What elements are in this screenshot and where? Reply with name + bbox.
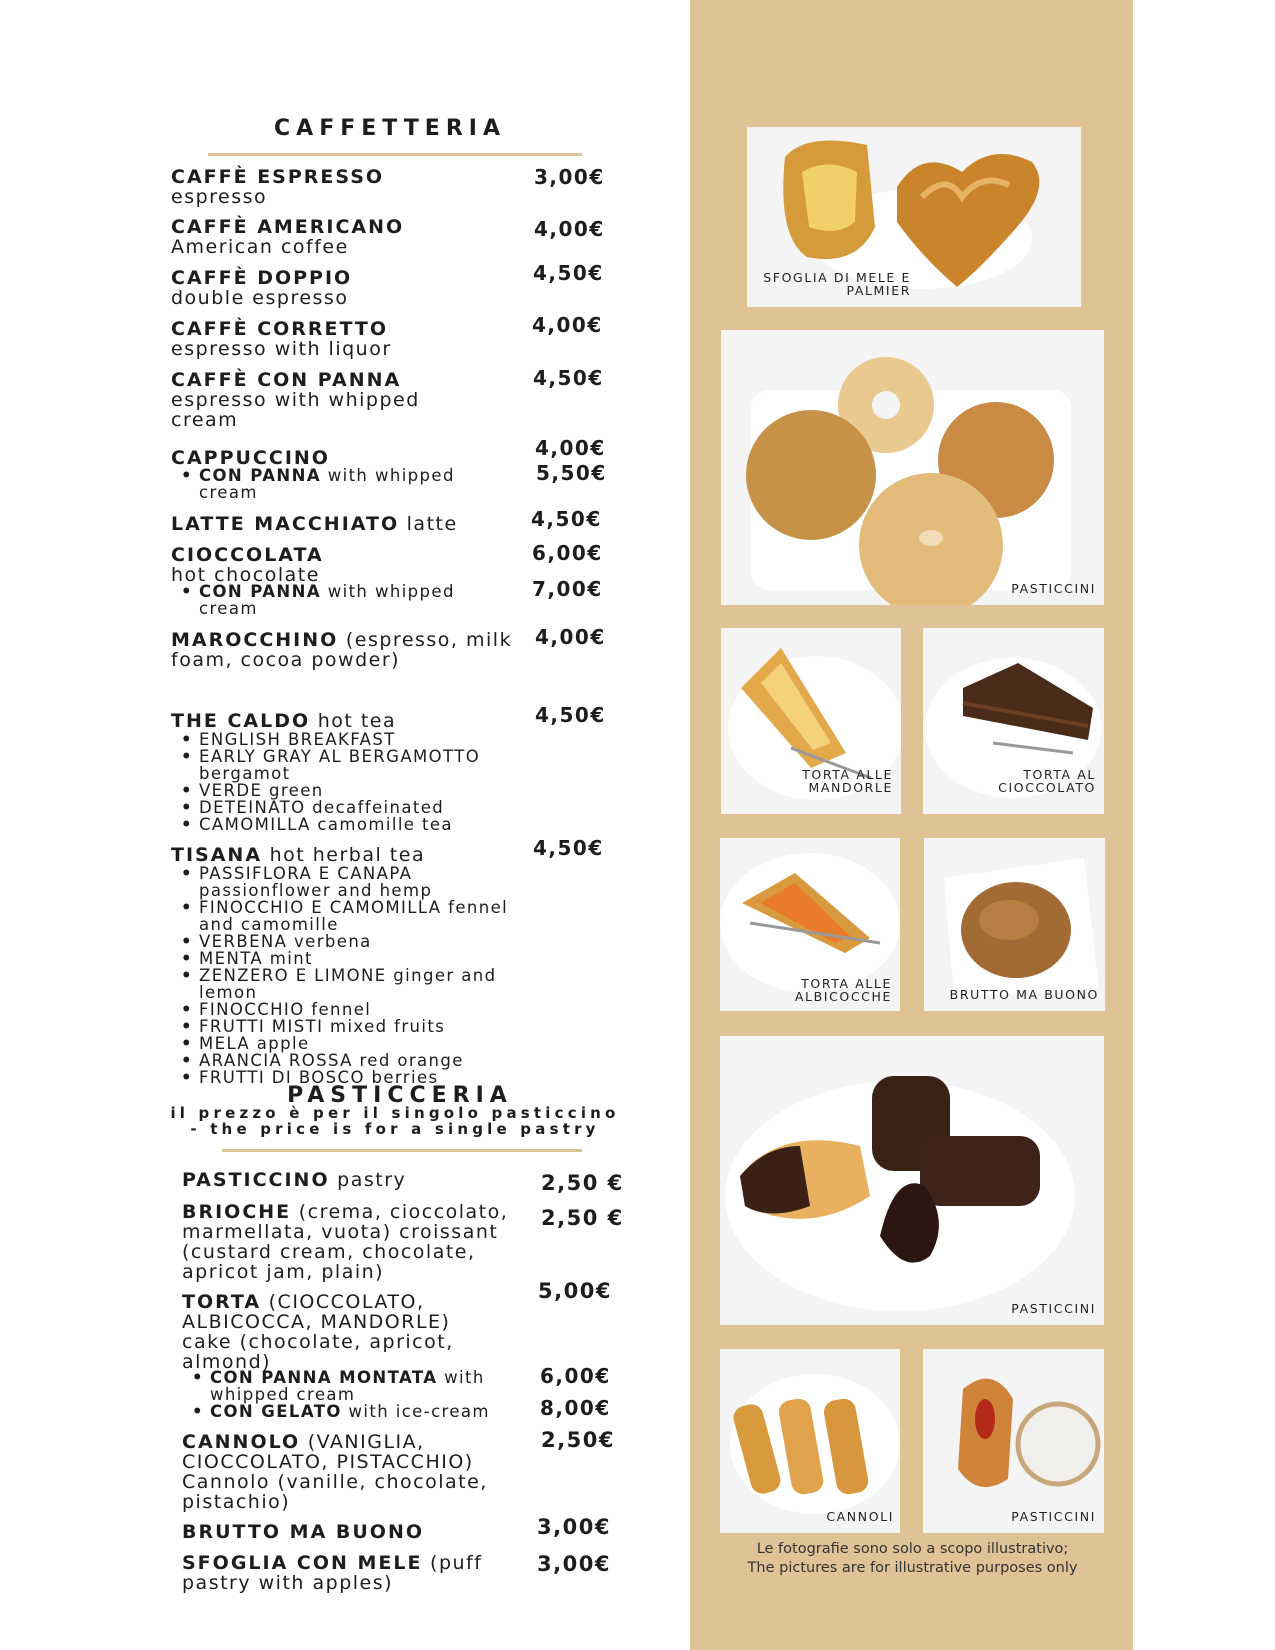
list-item: • VERDE green: [171, 782, 511, 799]
menu-item-corretto: CAFFÈ CORRETTO espresso with liquor: [171, 318, 392, 360]
menu-item-brioche: BRIOCHE (crema, cioccolato, marmellata, vuota) croissant (custard cream, chocolate, apricot jam, plain): [182, 1201, 509, 1283]
caffetteria-title: CAFFETTERIA: [274, 116, 506, 141]
price-cappuccino: 4,00€: [535, 436, 606, 460]
list-item: • FRUTTI DI BOSCO berries: [171, 1069, 521, 1086]
price-marocchino: 4,00€: [535, 625, 606, 649]
price-con-panna: 4,50€: [533, 366, 604, 390]
photo-disclaimer: Le fotografie sono solo a scopo illustrativo; The pictures are for illustrative purposes only: [747, 1541, 1078, 1576]
photo-pasticcini-3: [923, 1349, 1104, 1533]
pasticceria-divider: [222, 1149, 582, 1152]
pastry-illustration: [720, 1036, 1104, 1325]
caffetteria-divider: [208, 153, 582, 156]
list-item: • EARLY GRAY AL BERGAMOTTO bergamot: [171, 748, 511, 782]
photo-pasticcini-2: [720, 1036, 1104, 1325]
menu-item-latte-macchiato: LATTE MACCHIATO latte: [171, 513, 458, 535]
menu-item-marocchino: MAROCCHINO (espresso, milk foam, cocoa powder): [171, 629, 513, 671]
list-item: • FINOCCHIO E CAMOMILLA fennel and camomille: [171, 899, 521, 933]
price-cioccolata-panna: 7,00€: [532, 577, 603, 601]
menu-item-cioccolata: CIOCCOLATA hot chocolate: [171, 544, 324, 586]
list-item: • FINOCCHIO fennel: [171, 1001, 521, 1018]
menu-item-torta: TORTA (CIOCCOLATO, ALBICOCCA, MANDORLE) cake (chocolate, apricot, almond): [182, 1291, 454, 1373]
price-espresso: 3,00€: [534, 165, 605, 189]
price-torta-gelato: 8,00€: [540, 1396, 611, 1420]
list-item: • CON PANNA MONTATA with whipped cream: [182, 1369, 522, 1403]
tisana-list: [171, 865, 521, 1086]
pastry-illustration: [720, 1349, 900, 1533]
menu-item-tisana: TISANA hot herbal tea: [171, 844, 426, 866]
pastry-illustration: [721, 330, 1104, 605]
menu-item-espresso: CAFFÈ ESPRESSO espresso: [171, 166, 385, 208]
list-item: • VERBENA verbena: [171, 933, 521, 950]
photo-torta-albicocche: [720, 838, 900, 1011]
list-item: • CAMOMILLA camomille tea: [171, 816, 511, 833]
price-cappuccino-panna: 5,50€: [536, 461, 607, 485]
tea-list: [171, 731, 511, 833]
menu-item-the-caldo: THE CALDO hot tea: [171, 710, 397, 732]
photo-caption: SFOGLIA DI MELE E PALMIER: [763, 270, 911, 298]
price-cioccolata: 6,00€: [532, 541, 603, 565]
menu-item-pasticcino: PASTICCINO pastry: [182, 1169, 407, 1191]
list-item: • MENTA mint: [171, 950, 521, 967]
price-torta-panna: 6,00€: [540, 1364, 611, 1388]
list-item: • ENGLISH BREAKFAST: [171, 731, 511, 748]
price-brutto-ma-buono: 3,00€: [537, 1515, 611, 1539]
list-item: • ZENZERO E LIMONE ginger and lemon: [171, 967, 521, 1001]
list-item: • CON PANNA with whipped cream: [171, 583, 491, 617]
photo-torta-cioccolato: [923, 628, 1104, 814]
photo-caption: PASTICCINI: [1011, 581, 1096, 596]
photo-caption: PASTICCINI: [1011, 1301, 1096, 1316]
pastry-illustration: [923, 1349, 1104, 1533]
pasticceria-subtitle: il prezzo è per il singolo pasticcino - the price is for a single pastry: [170, 1104, 620, 1138]
torta-options: [182, 1369, 522, 1420]
price-torta: 5,00€: [538, 1279, 612, 1303]
price-latte-macchiato: 4,50€: [531, 507, 602, 531]
price-pasticcino: 2,50 €: [541, 1171, 624, 1195]
photo-caption: BRUTTO MA BUONO: [949, 987, 1099, 1002]
photo-cannoli: [720, 1349, 900, 1533]
cioccolata-options: [171, 583, 491, 617]
photo-brutto-ma-buono: [924, 838, 1105, 1011]
menu-item-brutto-ma-buono: BRUTTO MA BUONO: [182, 1521, 425, 1543]
cappuccino-options: [171, 467, 491, 501]
menu-item-cappuccino: CAPPUCCINO: [171, 447, 330, 469]
price-sfoglia-con-mele: 3,00€: [537, 1552, 611, 1576]
photo-pasticcini-1: [721, 330, 1104, 605]
menu-item-con-panna: CAFFÈ CON PANNA espresso with whipped cream: [171, 369, 420, 431]
photo-caption: CANNOLI: [826, 1509, 894, 1524]
price-cannolo: 2,50€: [541, 1428, 615, 1452]
price-tisana: 4,50€: [533, 836, 604, 860]
menu-item-doppio: CAFFÈ DOPPIO double espresso: [171, 267, 353, 309]
photo-caption: TORTA ALLE MANDORLE: [802, 767, 893, 795]
price-doppio: 4,50€: [533, 261, 604, 285]
price-americano: 4,00€: [534, 217, 605, 241]
list-item: • PASSIFLORA E CANAPA passionflower and hemp: [171, 865, 521, 899]
list-item: • FRUTTI MISTI mixed fruits: [171, 1018, 521, 1035]
list-item: • MELA apple: [171, 1035, 521, 1052]
price-the-caldo: 4,50€: [535, 703, 606, 727]
pastry-illustration: [924, 838, 1105, 1011]
photo-caption: PASTICCINI: [1011, 1509, 1096, 1524]
photo-caption: TORTA AL CIOCCOLATO: [998, 767, 1096, 795]
photo-sfoglia-palmier: [747, 127, 1081, 307]
price-corretto: 4,00€: [532, 313, 603, 337]
list-item: • CON PANNA with whipped cream: [171, 467, 491, 501]
menu-item-cannolo: CANNOLO (VANIGLIA, CIOCCOLATO, PISTACCHIO) Cannolo (vanille, chocolate, pistachio): [182, 1431, 488, 1513]
photo-torta-mandorle: [721, 628, 901, 814]
pasticceria-title: PASTICCERIA: [287, 1083, 513, 1108]
list-item: • ARANCIA ROSSA red orange: [171, 1052, 521, 1069]
menu-item-americano: CAFFÈ AMERICANO American coffee: [171, 216, 405, 258]
menu-item-sfoglia-con-mele: SFOGLIA CON MELE (puff pastry with apples): [182, 1552, 483, 1594]
list-item: • CON GELATO with ice-cream: [182, 1403, 522, 1420]
price-brioche: 2,50 €: [541, 1206, 624, 1230]
list-item: • DETEINATO decaffeinated: [171, 799, 511, 816]
photo-caption: TORTA ALLE ALBICOCCHE: [794, 976, 892, 1004]
